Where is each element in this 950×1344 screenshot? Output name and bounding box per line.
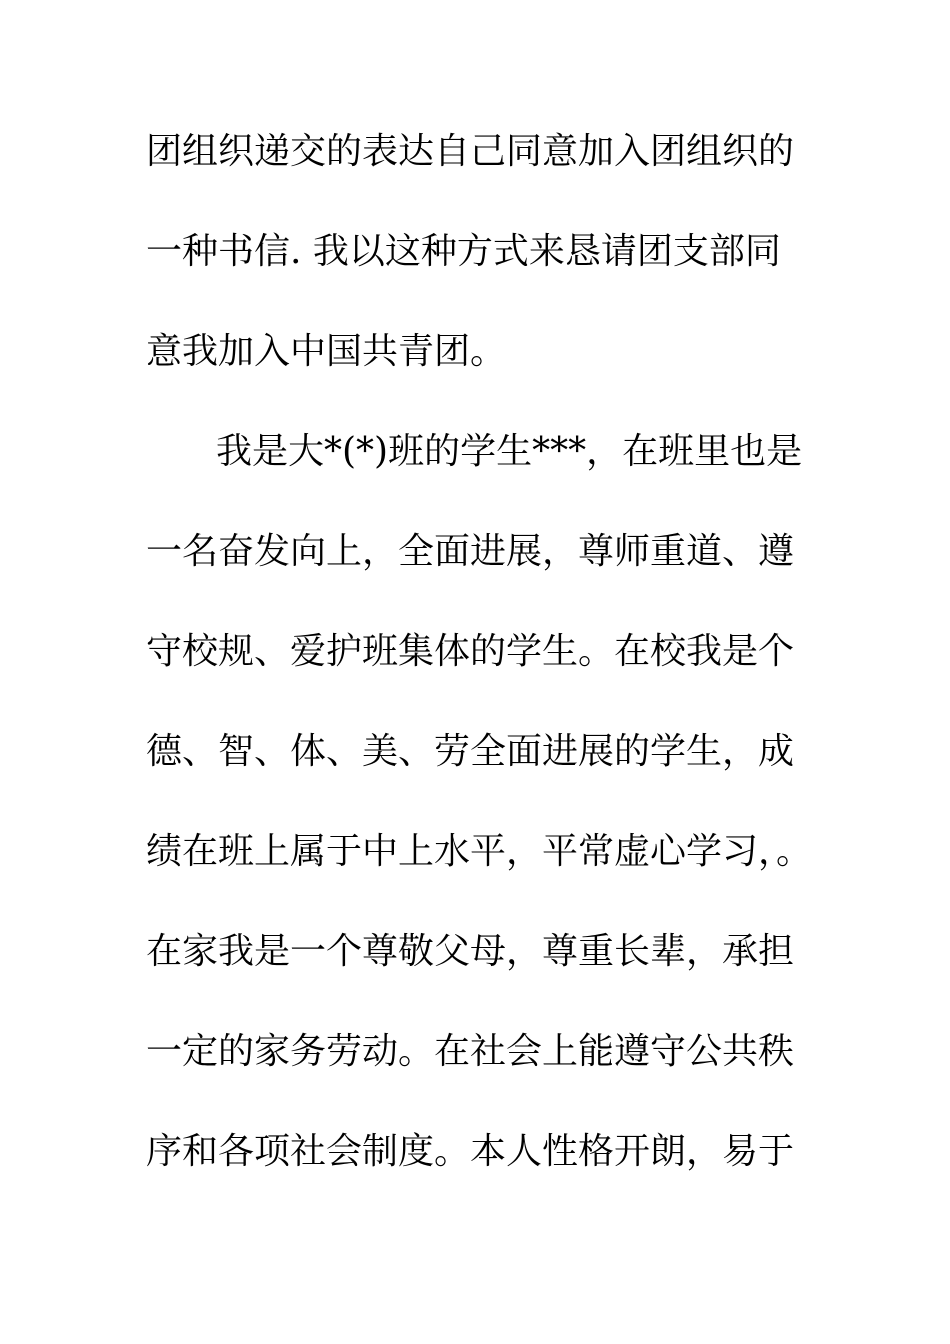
text-line: 一定的家务劳动。在社会上能遵守公共秩 [146,1031,795,1072]
text-line: 在家我是一个尊敬父母，尊重长辈，承担 [146,931,795,972]
text-line: 一种书信. 我以这种方式来恳请团支部同 [146,231,781,272]
text-line: 守校规、爱护班集体的学生。在校我是个 [146,631,795,672]
text-line: 绩在班上属于中上水平，平常虚心学习，。 [146,831,813,872]
text-line: 德、智、体、美、劳全面进展的学生，成 [146,731,795,772]
text-line: 意我加入中国共青团。 [146,331,507,372]
text-line: 序和各项社会制度。本人性格开朗，易于 [146,1131,795,1172]
text-line: 团组织递交的表达自己同意加入团组织的 [146,131,795,172]
text-line: 一名奋发向上，全面进展，尊师重道、遵 [146,531,795,572]
paragraph-first-line: 我是大*(*)班的学生***，在班里也是 [216,431,803,472]
